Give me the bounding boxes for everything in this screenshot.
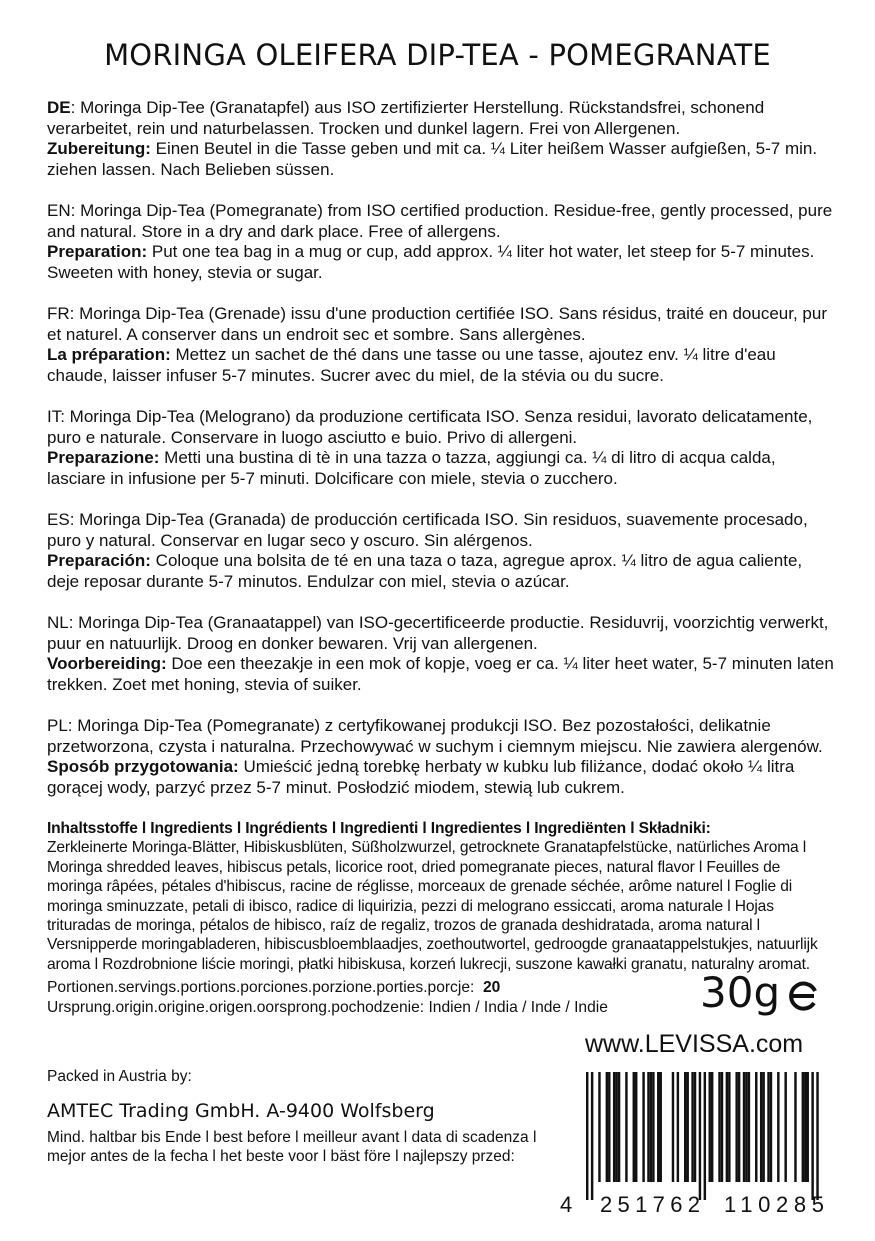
barcode-bar (660, 1072, 662, 1182)
lang-block-de (47, 98, 837, 180)
prep-text: Mettez un sachet de thé dans une tasse ou une tasse, ajoutez env. ¼ litre d'eau chaude, laisser infuser 5-7 minutes. Sucrer avec du miel, de la stévia ou du sucre. (47, 345, 776, 385)
lang-code: EN (47, 201, 71, 220)
lang-description: : Moringa Dip-Tea (Granada) de producción certificada ISO. Sin residuos, suavemente procesado, puro y natural. Conservar en lugar seco y oscuro. Sin alérgenos. (47, 510, 808, 550)
barcode-bar (738, 1072, 740, 1182)
barcode-guard-bar (591, 1072, 593, 1200)
barcode-bar (748, 1072, 750, 1182)
servings-value: 20 (483, 979, 501, 996)
barcode-bar (635, 1072, 637, 1182)
barcode-bar (652, 1072, 654, 1182)
lang-code: NL (47, 613, 69, 632)
lang-block-fr (47, 304, 837, 386)
barcode-bar (598, 1072, 600, 1182)
product-title: MORINGA OLEIFERA DIP-TEA - POMEGRANATE (104, 38, 771, 72)
company-address: A-9400 Wolfsberg (260, 1100, 435, 1122)
barcode-bar (642, 1072, 644, 1182)
lang-description: : Moringa Dip-Tea (Grenade) issu d'une production certifiée ISO. Sans résidus, traité en douceur, pur et naturel. A conserver dans un endroit sec et sombre. Sans allergènes. (47, 304, 827, 344)
barcode-guard-bar (816, 1072, 818, 1200)
barcode-bar (672, 1072, 674, 1182)
meta-block (47, 978, 608, 1018)
barcode-bar (613, 1072, 615, 1182)
prep-label: Preparación: (47, 551, 151, 570)
lang-block-it (47, 407, 837, 489)
barcode-right-digits: 110285 (724, 1192, 824, 1216)
barcode-bar (618, 1072, 620, 1182)
barcode-bar (686, 1072, 688, 1182)
prep-label: Voorbereiding: (47, 654, 167, 673)
prep-text: Put one tea bag in a mug or cup, add approx. ¼ liter hot water, let steep for 5-7 minutes. Sweeten with honey, stevia or sugar. (47, 242, 815, 282)
barcode-bar (784, 1072, 786, 1182)
barcode-bar (804, 1072, 806, 1182)
prep-label: Sposób przygotowania: (47, 757, 239, 776)
lang-block-pl (47, 716, 837, 798)
barcode-bar (762, 1072, 764, 1182)
barcode-bar (794, 1072, 796, 1182)
barcode-bar (760, 1072, 762, 1182)
barcode-bar (807, 1072, 809, 1182)
lang-description: : Moringa Dip-Tea (Pomegranate) z certyfikowanej produkcji ISO. Bez pozostałości, delikatnie przetworzona, czysta i naturalna. Przechowywać w suchym i ciemnym miejscu. Nie zawiera alergenów. (47, 716, 823, 756)
barcode-left-digits: 251762 (600, 1192, 700, 1216)
barcode-bar (743, 1072, 745, 1182)
barcode-guard-bar (811, 1072, 813, 1200)
barcode-bar (709, 1072, 711, 1182)
barcode-bar (647, 1072, 649, 1182)
servings-label: Portionen.servings.portions.porciones.porzione.porties.porcje: (47, 979, 475, 996)
barcode-bar (677, 1072, 679, 1182)
barcode-bar (615, 1072, 617, 1182)
ingredients-block (47, 819, 837, 974)
company-name: AMTEC Trading GmbH. (47, 1100, 261, 1122)
lang-code: ES (47, 510, 70, 529)
prep-text: Metti una bustina di tè in una tazza o tazza, aggiungi ca. ¼ di litro di acqua calda, lasciare in infusione per 5-7 minuti. Dolcificare con miele, stevia o zucchero. (47, 448, 776, 488)
barcode (556, 1068, 838, 1216)
prep-text: Coloque una bolsita de té en una taza o taza, agregue aprox. ¼ litro de agua caliente, deje reposar durante 5-7 minutos. Endulzar con miel, stevia o azúcar. (47, 551, 803, 591)
website-link[interactable]: www.LEVISSA.com (585, 1030, 804, 1058)
origin-label: Ursprung.origin.origine.origen.oorsprong.pochodzenie: (47, 999, 425, 1016)
prep-label: Zubereitung: (47, 139, 151, 158)
barcode-bar (721, 1072, 723, 1182)
weight-value: 30g (700, 968, 781, 1017)
barcode-bar (767, 1072, 769, 1182)
packer-block (47, 1068, 547, 1166)
barcode-bar (606, 1072, 608, 1182)
prep-label: Preparazione: (47, 448, 160, 467)
barcode-bar (633, 1072, 635, 1182)
lang-code: PL (47, 716, 68, 735)
lang-description: : Moringa Dip-Tee (Granatapfel) aus ISO zertifizierter Herstellung. Rückstandsfrei, schonend verarbeitet, rein und naturbelassen. Trocken und dunkel lagern. Frei von Allergenen. (47, 98, 765, 138)
barcode-guard-bar (699, 1072, 701, 1200)
barcode-bar (691, 1072, 693, 1182)
barcode-bar (728, 1072, 730, 1182)
barcode-bar (657, 1072, 659, 1182)
barcode-bar (625, 1072, 627, 1182)
lang-description: : Moringa Dip-Tea (Melograno) da produzione certificata ISO. Senza residui, lavorato delicatamente, puro e naturale. Conservare in luogo asciutto e buio. Privo di allergeni. (47, 407, 813, 447)
barcode-bar (770, 1072, 772, 1182)
estimated-sign-icon (786, 979, 820, 1013)
lang-description: : Moringa Dip-Tea (Granaatappel) van ISO-gecertificeerde productie. Residuvrij, voorzichtig verwerkt, puur en natuurlijk. Droog en donker bewaren. Vrij van allergenen. (47, 613, 829, 653)
barcode-bar (650, 1072, 652, 1182)
barcode-bar (777, 1072, 779, 1182)
prep-text: Einen Beutel in die Tasse geben und mit ca. ¼ Liter heißem Wasser aufgießen, 5-7 min. ziehen lassen. Nach Belieben süssen. (47, 139, 818, 179)
barcode-bar (755, 1072, 757, 1182)
lang-block-es (47, 510, 837, 592)
lang-block-nl (47, 613, 837, 695)
barcode-bars (586, 1072, 819, 1200)
barcode-bar (726, 1072, 728, 1182)
ingredients-text: Zerkleinerte Moringa-Blätter, Hibiskusblüten, Süßholzwurzel, getrocknete Granatapfelstücke, natürliches Aroma l Moringa shredded leaves, hibiscus petals, licorice root, dried pomegranate pieces, natural flavor l Feuilles de moringa râpées, pétales d'hibiscus, racine de réglisse, morceaux de grenade séchée, arôme naturel l Foglie di moringa sminuzzate, petali di ibisco, radice di liquirizia, pezzi di melograno essiccati, aroma naturale l Hojas trituradas de moringa, pétalos de hibisco, raíz de regaliz, trozos de granada deshidratada, aroma natural l Versnipperde moringabladeren, hibiscusbloemblaadjes, zoethoutwortel, gedroogde granaatappelstukjes, natuurlijk aroma l Rozdrobnione liście moringi, płatki hibiskusa, korzeń lukrecji, suszone kawałki granatu, naturalny aromat. (47, 839, 818, 973)
prep-label: Preparation: (47, 242, 148, 261)
barcode-bar (745, 1072, 747, 1182)
barcode-bar (735, 1072, 737, 1182)
barcode-bar (718, 1072, 720, 1182)
best-before-label: Mind. haltbar bis Ende l best before l meilleur avant l data di scadenza l mejor antes de la fecha l het beste voor l bäst före l najlepszy przed: (47, 1129, 537, 1165)
barcode-bar (802, 1072, 804, 1182)
barcode-bar (608, 1072, 610, 1182)
barcode-guard-bar (704, 1072, 706, 1200)
ingredients-heading: Inhaltsstoffe l Ingredients l Ingrédients l Ingredienti l Ingredientes l Ingrediënten l Składniki: (47, 820, 711, 837)
packed-in-label: Packed in Austria by: (47, 1068, 192, 1085)
origin-value: Indien / India / Inde / Indie (428, 999, 608, 1016)
barcode-first-digit: 4 (560, 1192, 573, 1216)
net-weight (700, 968, 820, 1017)
barcode-bar (711, 1072, 713, 1182)
lang-code: DE (47, 98, 71, 117)
barcode-bar (694, 1072, 696, 1182)
prep-label: La préparation: (47, 345, 171, 364)
lang-description: : Moringa Dip-Tea (Pomegranate) from ISO certified production. Residue-free, gently processed, pure and natural. Store in a dry and dark place. Free of allergens. (47, 201, 833, 241)
barcode-bar (684, 1072, 686, 1182)
lang-code: FR (47, 304, 70, 323)
lang-code: IT (47, 407, 61, 426)
description-block (47, 98, 837, 974)
prep-text: Umieścić jedną torebkę herbaty w kubku lub filiżance, dodać około ¼ litra gorącej wody, parzyć przez 5-7 minut. Posłodzić miodem, stewią lub cukrem. (47, 757, 795, 797)
barcode-guard-bar (586, 1072, 588, 1200)
lang-block-en (47, 201, 837, 283)
prep-text: Doe een theezakje in een mok of kopje, voeg er ca. ¼ liter heet water, 5-7 minuten laten trekken. Zoet met honing, stevia of suiker. (47, 654, 834, 694)
